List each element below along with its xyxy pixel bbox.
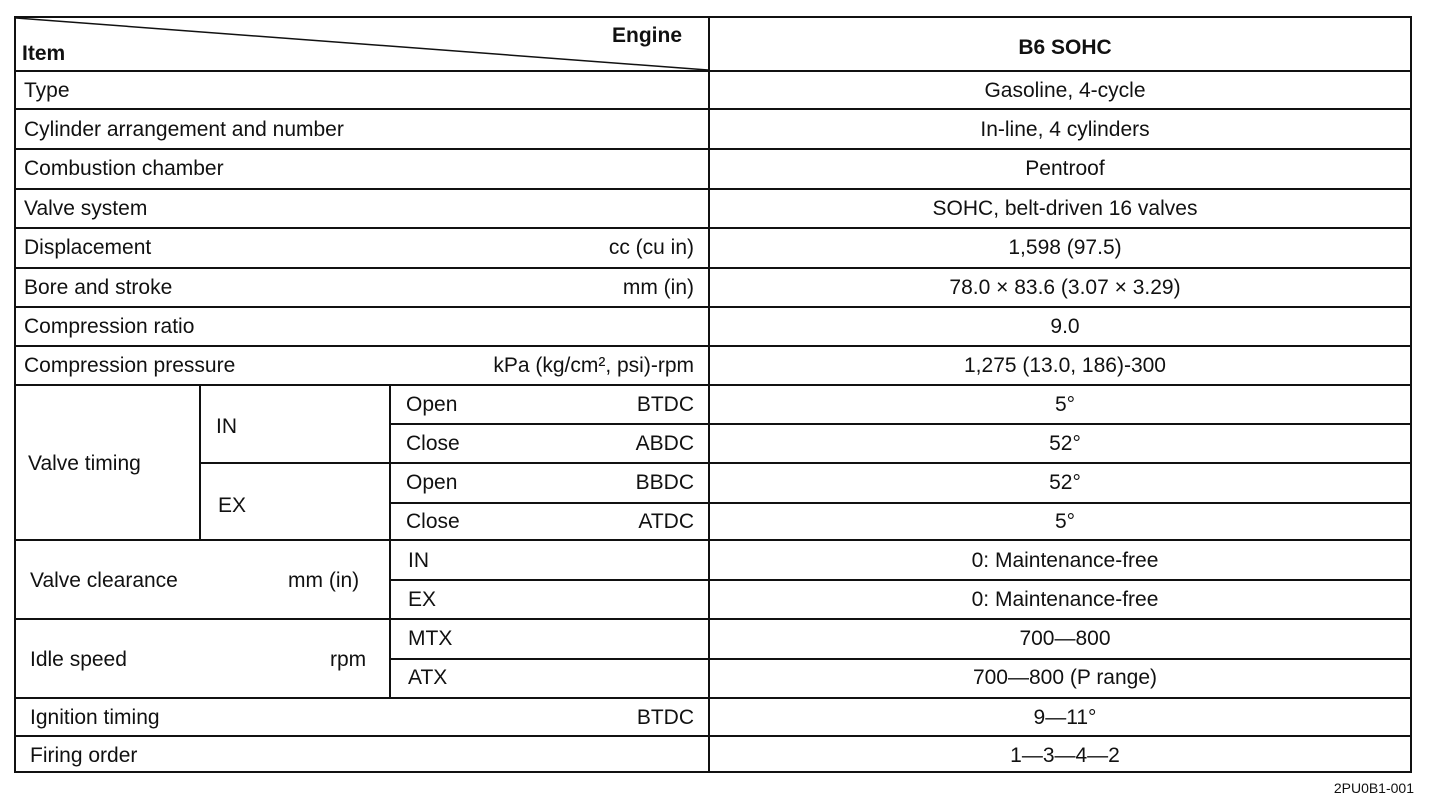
- valve-timing-ex-label: EX: [218, 494, 247, 517]
- row-divider: [16, 267, 1410, 269]
- row-divider: [389, 579, 1410, 581]
- row-divider: [16, 618, 1410, 620]
- header-engine-label: Engine: [612, 24, 683, 47]
- row-divider: [16, 306, 1410, 308]
- idle-speed-atx-value: 700—800 (P range): [972, 666, 1158, 689]
- valve-clearance-ex-value: 0: Maintenance-free: [971, 588, 1159, 611]
- row-divider: [389, 502, 1410, 504]
- idle-speed-atx-sub: ATX: [408, 666, 448, 689]
- compression-pressure-label: Compression pressure: [24, 354, 236, 377]
- valve-system-value: SOHC, belt-driven 16 valves: [932, 197, 1198, 220]
- bore-stroke-value: 78.0 × 83.6 (3.07 × 3.29): [949, 276, 1181, 299]
- displacement-unit: cc (cu in): [608, 236, 694, 259]
- in-close-value: 52°: [1049, 432, 1081, 455]
- compression-ratio-label: Compression ratio: [24, 315, 195, 338]
- header-diagonal-line: [16, 18, 710, 74]
- cylinder-value: In-line, 4 cylinders: [980, 118, 1150, 141]
- row-divider: [16, 108, 1410, 110]
- ex-open-value: 52°: [1049, 471, 1081, 494]
- in-close-ref: ABDC: [635, 432, 694, 455]
- in-close-event: Close: [406, 432, 460, 455]
- valve-clearance-ex-sub: EX: [408, 588, 437, 611]
- in-open-ref: BTDC: [636, 393, 694, 416]
- combustion-label: Combustion chamber: [24, 157, 224, 180]
- header-engine-value: B6 SOHC: [1018, 36, 1112, 59]
- ex-close-value: 5°: [1054, 510, 1076, 533]
- idle-speed-mtx-sub: MTX: [408, 627, 453, 650]
- header-item-label: Item: [22, 42, 66, 65]
- displacement-value: 1,598 (97.5): [1008, 236, 1122, 259]
- bore-stroke-unit: mm (in): [622, 276, 694, 299]
- displacement-label: Displacement: [24, 236, 152, 259]
- cylinder-label: Cylinder arrangement and number: [24, 118, 344, 141]
- row-divider: [389, 423, 1410, 425]
- row-divider: [16, 539, 1410, 541]
- ex-open-event: Open: [406, 471, 458, 494]
- row-divider: [16, 227, 1410, 229]
- valve-clearance-in-sub: IN: [408, 549, 429, 572]
- type-value: Gasoline, 4-cycle: [984, 79, 1146, 102]
- engine-spec-table: [14, 16, 1412, 773]
- row-divider: [16, 384, 1410, 386]
- row-divider: [199, 462, 1410, 464]
- row-divider: [16, 697, 1410, 699]
- row-divider: [16, 188, 1410, 190]
- in-open-event: Open: [406, 393, 458, 416]
- valve-clearance-in-value: 0: Maintenance-free: [971, 549, 1159, 572]
- figure-code: 2PU0B1-001: [1333, 780, 1414, 796]
- ex-close-ref: ATDC: [638, 510, 694, 533]
- valve-clearance-label: Valve clearance: [30, 569, 178, 592]
- row-divider: [16, 345, 1410, 347]
- firing-order-label: Firing order: [30, 744, 138, 767]
- idle-speed-unit: rpm: [330, 648, 367, 671]
- firing-order-value: 1—3—4—2: [1010, 744, 1120, 767]
- valve-system-label: Valve system: [24, 197, 148, 220]
- in-open-value: 5°: [1054, 393, 1076, 416]
- idle-speed-mtx-value: 700—800: [1019, 627, 1111, 650]
- bore-stroke-label: Bore and stroke: [24, 276, 173, 299]
- idle-speed-label: Idle speed: [30, 648, 127, 671]
- valve-timing-in-label: IN: [216, 415, 237, 438]
- ex-close-event: Close: [406, 510, 460, 533]
- row-divider: [389, 658, 1410, 660]
- compression-pressure-unit: kPa (kg/cm², psi)-rpm: [493, 354, 694, 377]
- ignition-timing-value: 9—11°: [1033, 706, 1097, 729]
- row-divider: [16, 735, 1410, 737]
- header-divider: [16, 70, 1410, 72]
- compression-pressure-value: 1,275 (13.0, 186)-300: [964, 354, 1166, 377]
- row-divider: [16, 148, 1410, 150]
- ex-open-ref: BBDC: [635, 471, 694, 494]
- combustion-value: Pentroof: [1025, 157, 1105, 180]
- valve-timing-label: Valve timing: [28, 452, 141, 475]
- ignition-timing-label: Ignition timing: [30, 706, 160, 729]
- compression-ratio-value: 9.0: [1050, 315, 1080, 338]
- ignition-timing-unit: BTDC: [636, 706, 694, 729]
- type-label: Type: [24, 79, 70, 102]
- valve-clearance-unit: mm (in): [288, 569, 360, 592]
